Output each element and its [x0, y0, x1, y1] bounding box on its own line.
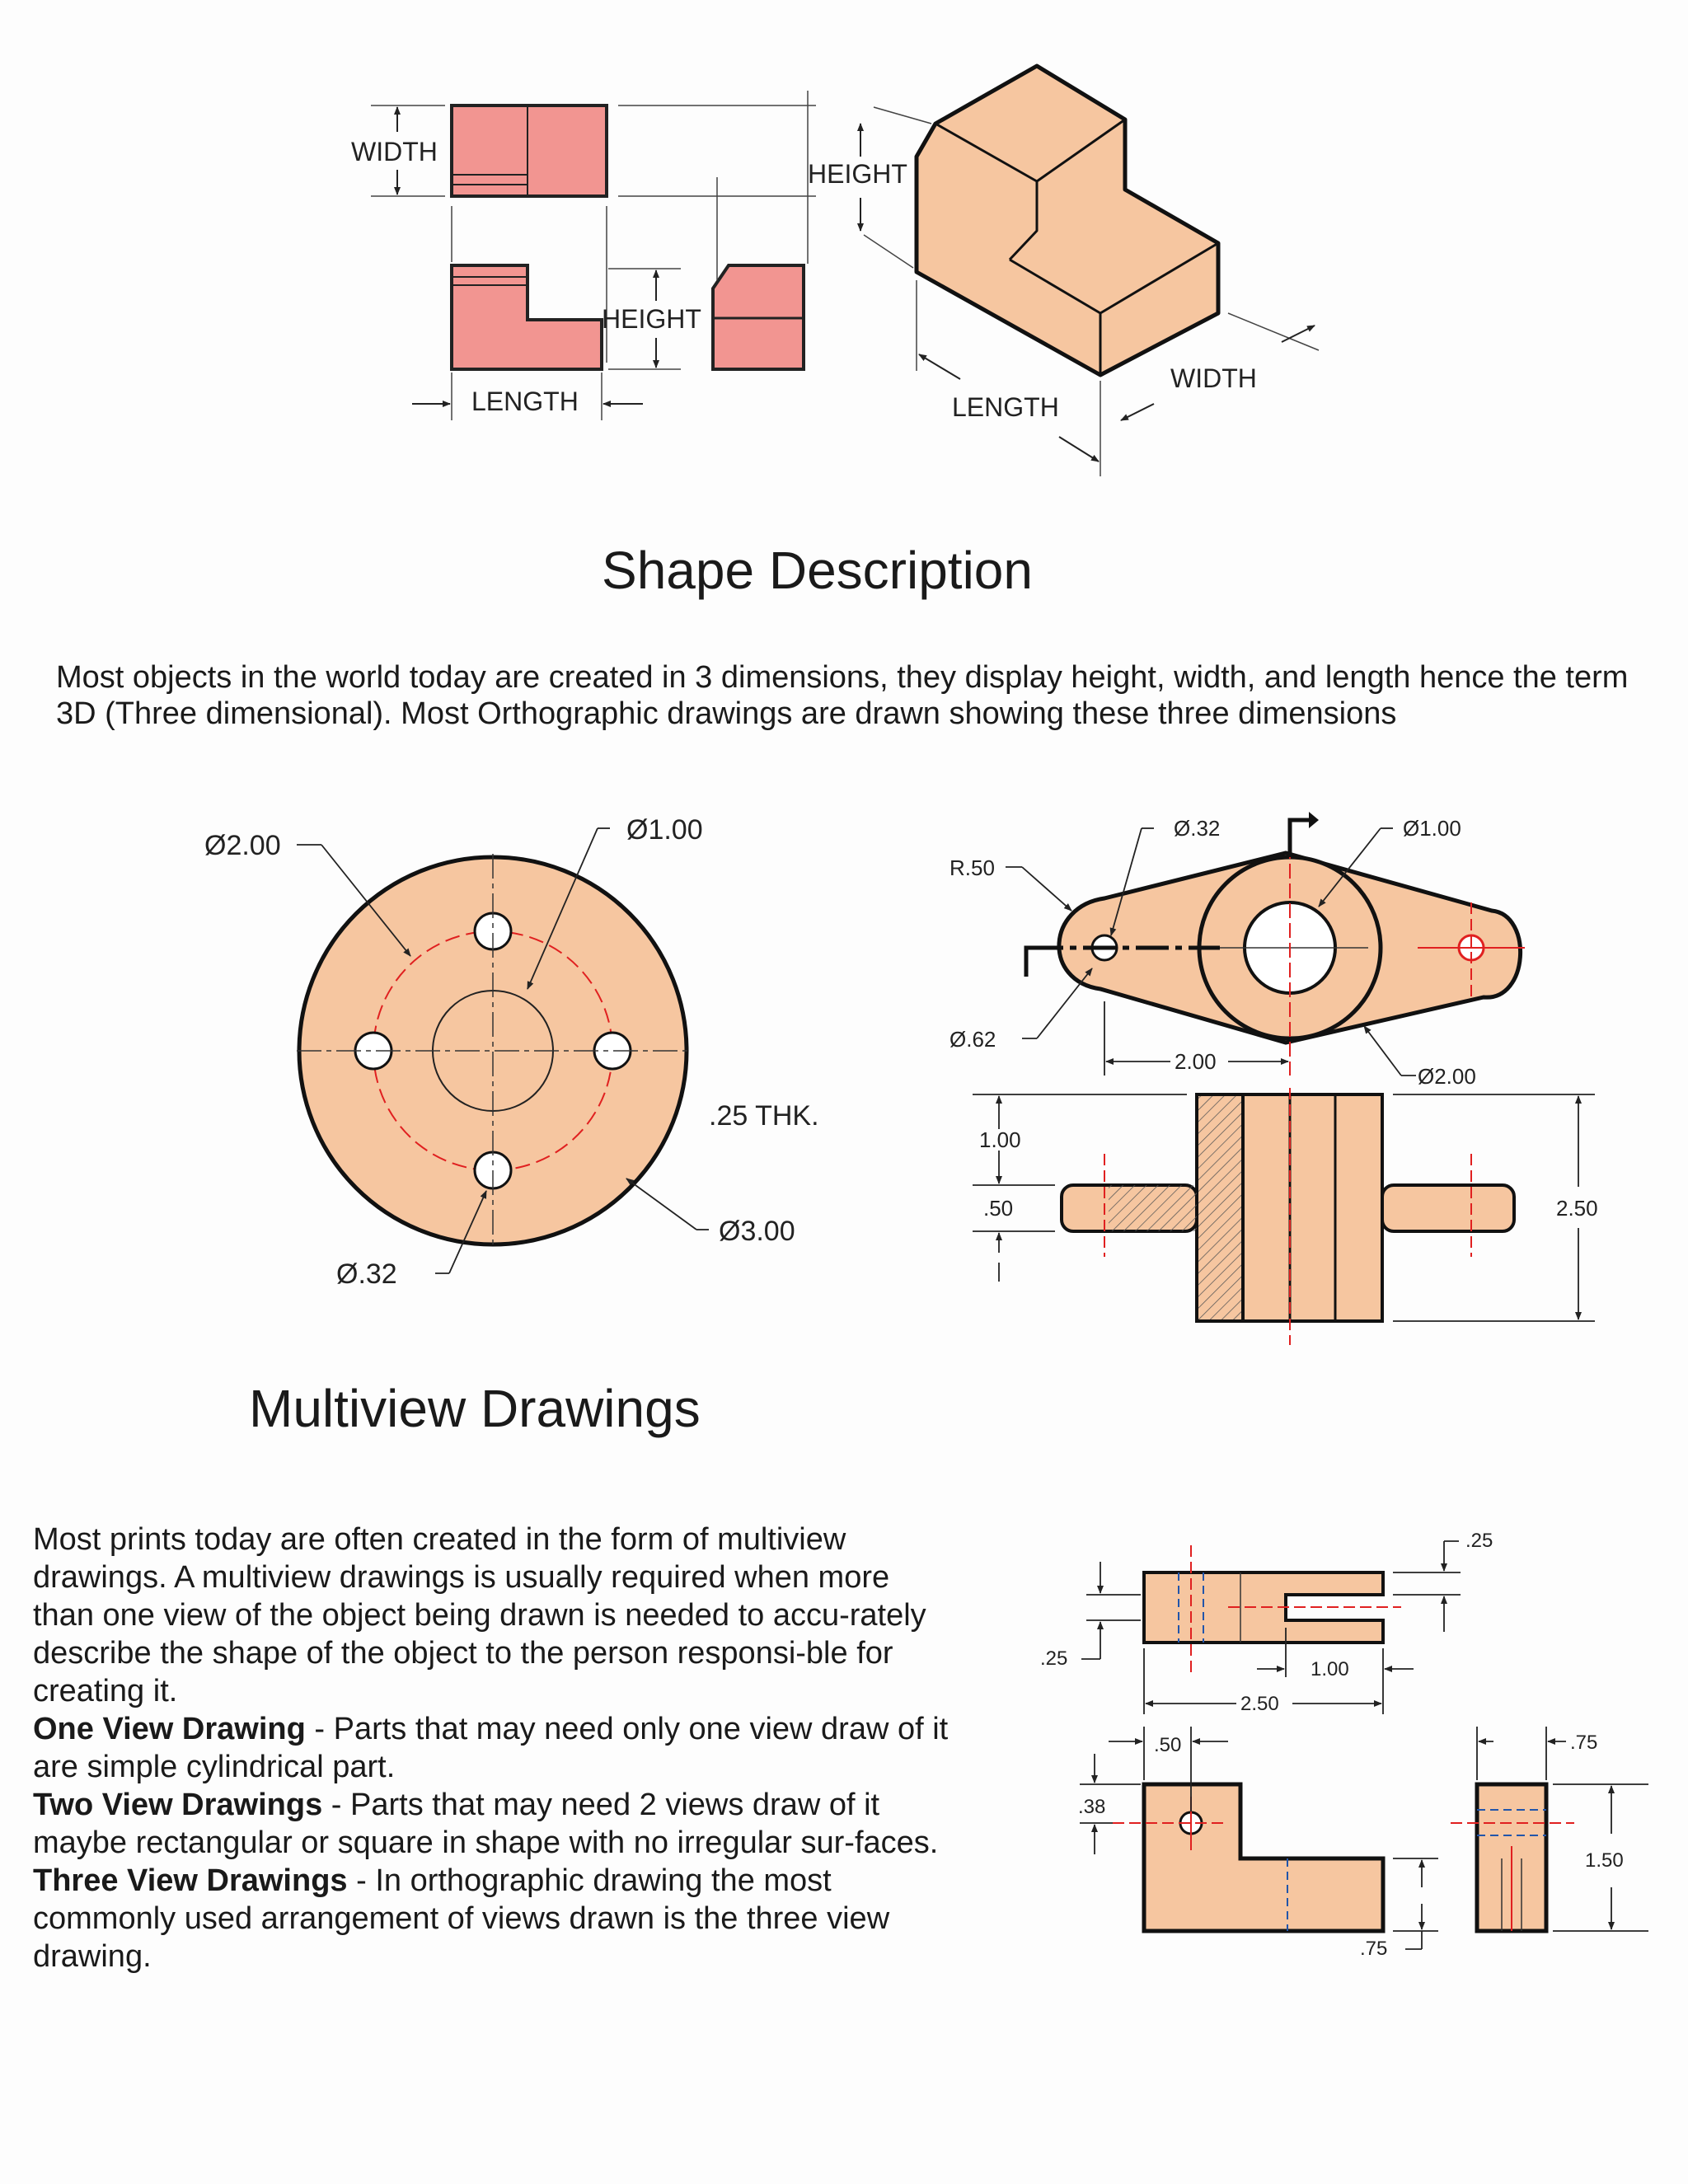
link-total-height-label: 2.50 [1556, 1196, 1598, 1221]
item-text-three-view: - In orthographic drawing the most commonly used arrangement of views drawn is the three view drawing. [33, 1863, 890, 1974]
block-height-label: 1.50 [1585, 1849, 1624, 1872]
block-side-view [1451, 1784, 1574, 1931]
flange-hole-label: Ø.32 [336, 1258, 397, 1290]
item-text-one-view: - Parts that may need only one view draw of it are simple cylindrical part. [33, 1712, 949, 1784]
flange-hub-label: Ø1.00 [626, 814, 703, 846]
front-length-label: LENGTH [471, 387, 579, 416]
item-term-two-view: Two View Drawings [33, 1788, 323, 1822]
link-arm-height-label: 1.00 [979, 1127, 1021, 1152]
flange-thickness-label: .25 THK. [709, 1100, 819, 1132]
block-hole-x-label: .50 [1154, 1734, 1182, 1756]
block-front-view [1113, 1784, 1383, 1931]
pictorial-height-label: HEIGHT [808, 159, 907, 189]
link-boss-label: Ø.62 [950, 1027, 996, 1052]
block-slot-top-label: .25 [1465, 1530, 1493, 1552]
link-hub-label: Ø2.00 [1418, 1064, 1476, 1089]
block-length-label: 2.50 [1240, 1693, 1279, 1715]
flange-bolt-circle-label: Ø2.00 [204, 830, 281, 861]
link-small-hole-label: Ø.32 [1174, 816, 1221, 841]
item-term-one-view: One View Drawing [33, 1712, 306, 1746]
link-bore-label: Ø1.00 [1403, 816, 1461, 841]
block-hole-y-label: .38 [1078, 1796, 1106, 1818]
block-depth-label: .75 [1360, 1938, 1388, 1960]
item-term-three-view: Three View Drawings [33, 1863, 348, 1898]
link-arm-thk-label: .50 [983, 1196, 1014, 1221]
block-step-label: .75 [1570, 1732, 1598, 1754]
block-slot-thk-label: .25 [1040, 1647, 1068, 1670]
shape-description-paragraph: Most objects in the world today are created in 3 dimensions, they display height, width, and length hence the term 3D (Three dimensional). Most Orthographic drawings are drawn showing these three dimensions [56, 660, 1629, 731]
pictorial-width-label: WIDTH [1170, 363, 1257, 393]
block-slot-len-label: 1.00 [1311, 1658, 1349, 1680]
link-center-dist-label: 2.00 [1175, 1049, 1217, 1074]
item-text-two-view: - Parts that may need 2 views draw of it maybe rectangular or square in shape with no irregular sur-faces. [33, 1788, 939, 1860]
front-height-label: HEIGHT [602, 304, 701, 334]
pictorial-length-label: LENGTH [952, 392, 1059, 422]
top-width-label: WIDTH [351, 137, 438, 166]
link-radius-label: R.50 [950, 855, 995, 880]
block-top-view [1144, 1545, 1401, 1677]
flange-outer-label: Ø3.00 [719, 1216, 795, 1247]
section-title-shape-description: Shape Description [602, 541, 1033, 600]
multiview-intro: Most prints today are often created in the form of multiview drawings. A multiview drawings is usually required when more than one view of the object being drawn is needed to accu-rately describe the shape of the object to the person responsi-ble for creating it. [33, 1522, 926, 1708]
section-title-multiview-drawings: Multiview Drawings [249, 1379, 701, 1438]
